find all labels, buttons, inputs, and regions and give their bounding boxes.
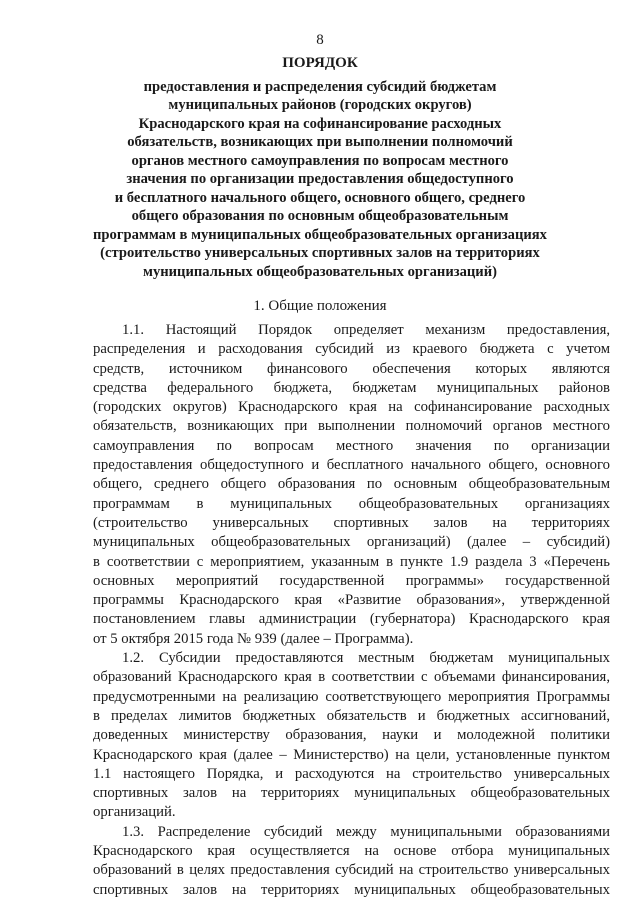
title-main: ПОРЯДОК [282, 55, 358, 71]
title-line: и бесплатного начального общего, основного общего, среднего [114, 189, 526, 206]
title-line: предоставления и распределения субсидий бюджетам [143, 78, 497, 95]
text-line: предусмотренными на реализацию соответствующего мероприятия Программы [93, 688, 610, 705]
text-line: (строительство универсальных спортивных залов на территориях [93, 514, 610, 531]
title-line: муниципальных общеобразовательных организаций) [143, 263, 497, 280]
text-line: муниципальных общеобразовательных организаций) (далее – субсидий) [93, 534, 610, 551]
paragraph-1-1 [93, 321, 610, 649]
title-line: (строительство универсальных спортивных залов на территориях [100, 245, 540, 261]
text-line: постановлением главы администрации (губернатора) Краснодарского края [93, 611, 610, 628]
text-line: спортивных залов на территориях муниципальных общеобразовательных [93, 785, 610, 802]
text-line: (городских округов) Краснодарского края на софинансирование расходных [93, 399, 610, 416]
text-line: средств, источником финансового обеспечения которых являются [93, 360, 610, 377]
text-line: средства федерального бюджета, бюджетам муниципальных районов [93, 379, 610, 396]
text-line: доведенных министерству образования, науки и молодежной политики [93, 727, 610, 744]
text-line: 1.3. Распределение субсидий между муниципальными образованиями [122, 823, 610, 840]
text-line: организаций. [93, 804, 176, 821]
title-line: муниципальных районов (городских округов) [168, 97, 472, 113]
title-line: обязательств, возникающих при выполнении полномочий [127, 134, 513, 150]
paragraph-1-2 [93, 649, 610, 823]
text-line: общего, среднего общего образования по основным общеобразовательным [93, 476, 610, 493]
text-line: 1.1 настоящего Порядка, и расходуются на строительство универсальных [93, 765, 610, 782]
text-line: в соответствии с мероприятием, указанным в пункте 1.9 раздела 3 «Перечень [93, 553, 610, 570]
title-line: Краснодарского края на софинансирование расходных [138, 115, 502, 132]
text-line: обязательств, возникающих при выполнении полномочий органов местного [93, 418, 610, 435]
text-line: программы Краснодарского края «Развитие образования», утвержденной [93, 592, 610, 609]
text-line: от 5 октября 2015 года № 939 (далее – Программа). [93, 630, 414, 647]
text-line: спортивных залов на территориях муниципальных общеобразовательных [93, 881, 610, 898]
text-line: 1.1. Настоящий Порядок определяет механизм предоставления, [122, 322, 610, 338]
page-number: 8 [316, 32, 324, 48]
text-line: основных мероприятий государственной программы» государственной [93, 572, 610, 589]
title-line: общего образования по основным общеобразовательным [131, 208, 509, 224]
text-line: образований Краснодарского края в соответствии с объемами финансирования, [93, 669, 610, 686]
section-heading: 1. Общие положения [253, 298, 387, 314]
title-line: значения по организации предоставления общедоступного [126, 171, 514, 187]
body-text [93, 321, 610, 900]
text-line: образований в целях предоставления субсидий на строительство универсальных [93, 862, 610, 879]
text-line: программам в муниципальных общеобразовательных организациях [93, 495, 610, 512]
title-line: органов местного самоуправления по вопросам местного [131, 152, 509, 169]
text-line: распределения и расходования субсидий из краевого бюджета с учетом [93, 341, 610, 358]
title-line: программам в муниципальных общеобразовательных организациях [93, 226, 547, 243]
text-line: предоставления общедоступного и бесплатного начального общего, основного [93, 457, 610, 474]
text-line: Краснодарского края осуществляется на основе отбора муниципальных [93, 843, 610, 860]
document-title [60, 54, 580, 281]
text-line: Краснодарского края (далее – Министерство) на цели, установленные пунктом [93, 746, 610, 763]
text-line: в пределах лимитов бюджетных обязательств и бюджетных ассигнований, [93, 707, 610, 724]
text-line: 1.2. Субсидии предоставляются местным бюджетам муниципальных [122, 650, 610, 667]
paragraph-1-3 [93, 823, 610, 900]
text-line: самоуправления по вопросам местного значения по организации [93, 437, 610, 454]
